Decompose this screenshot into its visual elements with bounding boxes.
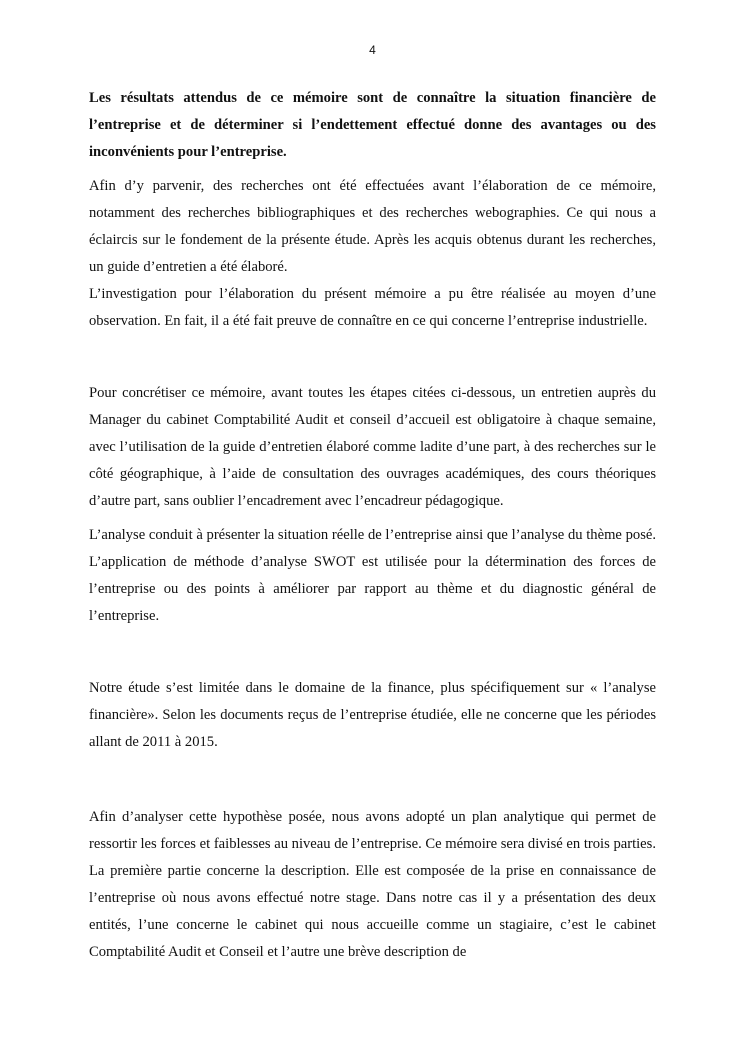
paragraph-swot-analysis: L’analyse conduit à présenter la situation réelle de l’entreprise ainsi que l’analyse du thème posé. L’application de méthode d’analyse SWOT est utilisée pour la détermination des forces de l’entreprise ou des points à améliorer par rapport au thème et du diagnostic général de l’entreprise. (89, 527, 656, 624)
page-number: 4 (369, 43, 376, 57)
paragraph-study-scope: Notre étude s’est limitée dans le domaine de la finance, plus spécifiquement sur « l’analyse financière». Selon les documents reçus de l’entreprise étudiée, elle ne concerne que les périodes allant de 2011 à 2015. (89, 680, 656, 750)
paragraph-investigation: L’investigation pour l’élaboration du présent mémoire a pu être réalisée au moyen d’une observation. En fait, il a été fait preuve de connaître en ce qui concerne l’entreprise industrielle. (89, 286, 656, 329)
paragraph-methodology: Pour concrétiser ce mémoire, avant toutes les étapes citées ci-dessous, un entretien auprès du Manager du cabinet Comptabilité Audit et conseil d’accueil est obligatoire à chaque semaine, avec l’utilisation de la guide d’entretien élaboré comme ladite d’une part, à des recherches sur le côté géographique, à l’aide de consultation des ouvrages académiques, des cours théoriques d’autre part, sans oublier l’encadrement avec l’encadreur pédagogique. (89, 385, 656, 509)
document-body (89, 85, 656, 966)
paragraph-expected-results: Les résultats attendus de ce mémoire sont de connaître la situation financière de l’entreprise et de déterminer si l’endettement effectué donne des avantages ou des inconvénients pour l’entreprise. (89, 90, 656, 160)
paragraph-research-approach: Afin d’y parvenir, des recherches ont été effectuées avant l’élaboration de ce mémoire, notamment des recherches bibliographiques et des recherches webographies. Ce qui nous a éclaircis sur le fondement de la présente étude. Après les acquis obtenus durant les recherches, un guide d’entretien a été élaboré. (89, 178, 656, 275)
paragraph-plan: Afin d’analyser cette hypothèse posée, nous avons adopté un plan analytique qui permet de ressortir les forces et faiblesses au niveau de l’entreprise. Ce mémoire sera divisé en trois parties. La première partie concerne la description. Elle est composée de la prise en connaissance de l’entreprise où nous avons effectué notre stage. Dans notre cas il y a présentation des deux entités, l’une concerne le cabinet qui nous accueille comme un stagiaire, c’est le cabinet Comptabilité Audit et Conseil et l’autre une brève description de (89, 809, 656, 960)
